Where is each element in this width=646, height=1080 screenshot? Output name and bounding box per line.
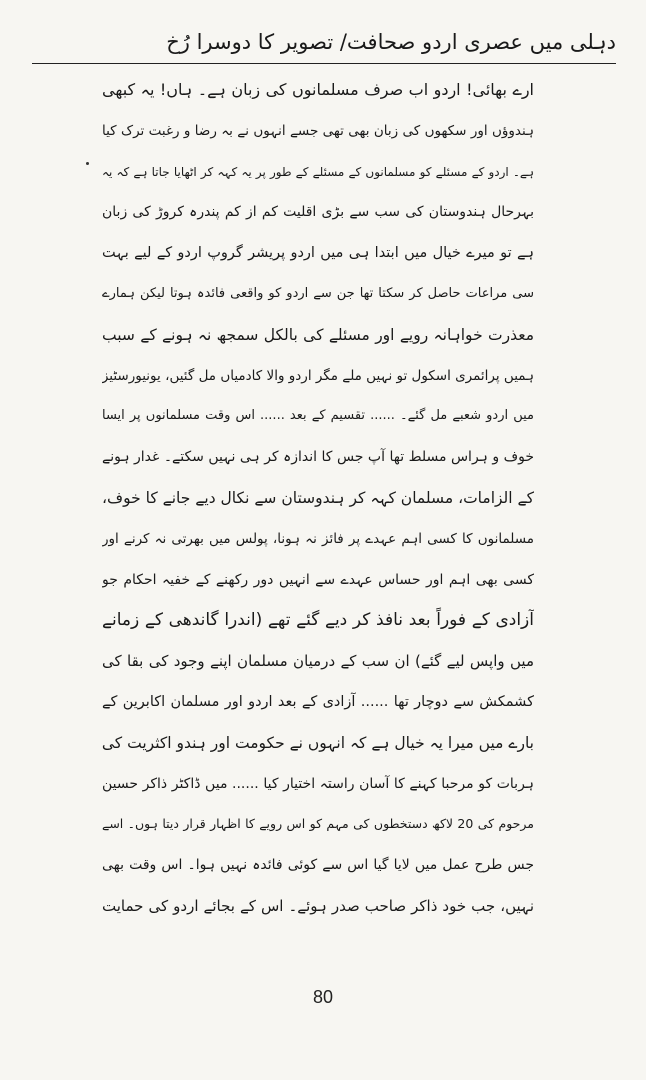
text-line: آزادی کے فوراً بعد نافذ کر دیے گئے تھے (اندرا گاندھی کے زمانے <box>102 610 534 631</box>
text-line: ہربات کو مرحبا کہنے کا آسان راستہ اختیار کیا ...... میں ڈاکٹر ذاکر حسین <box>102 775 534 792</box>
text-line: مسلمانوں کا کسی اہم عہدے پر فائز نہ ہونا، پولس میں بھرتی نہ کرنے اور <box>102 530 534 547</box>
text-line: سی مراعات حاصل کر سکتا تھا جن سے اردو کو واقعی فائدہ ہوتا لیکن ہمارے <box>102 285 534 301</box>
text-line: ہے تو میرے خیال میں ابتدا ہی میں اردو پریشر گروپ اردو کے لیے بہت <box>102 245 534 262</box>
text-line: نہیں، جب خود ذاکر صاحب صدر ہوئے۔ اس کے بجائے اردو کی حمایت <box>102 896 534 915</box>
stray-ink-dot <box>86 162 89 165</box>
text-line: میں اردو شعبے مل گئے۔ ...... تقسیم کے بعد ...... اس وقت مسلمانوں پر ایسا <box>102 408 534 424</box>
body-text <box>102 70 534 927</box>
text-line: ارے بھائی! اردو اب صرف مسلمانوں کی زبان ہے۔ ہاں! یہ کبھی <box>102 80 534 99</box>
text-line: کسی بھی اہم اور حساس عہدے سے انہیں دور رکھنے کے خفیہ احکام جو <box>102 571 534 588</box>
text-line: کے الزامات، مسلمان کہہ کر ہندوستان سے نکال دیے جانے کا خوف، <box>102 488 534 507</box>
text-line: بہرحال ہندوستان کی سب سے بڑی اقلیت کم از کم پندرہ کروڑ کی زبان <box>102 204 534 221</box>
page-number: 80 <box>312 987 334 1007</box>
text-line: ہمیں پرائمری اسکول تو نہیں ملے مگر اردو والا کادمیاں مل گئیں، یونیورسٹیز <box>102 367 534 384</box>
text-line: معذرت خواہانہ رویے اور مسئلے کی بالکل سمجھ نہ ہونے کے سبب <box>102 325 534 344</box>
text-line: مرحوم کی 20 لاکھ دستخطوں کی مہم کو اس رویے کا اظہار قرار دیتا ہوں۔ اسے <box>102 816 534 832</box>
text-line: بارے میں میرا یہ خیال ہے کہ انہوں نے حکومت اور ہندو اکثریت کی <box>102 733 534 752</box>
running-header: دہلی میں عصری اردو صحافت/ تصویر کا دوسرا رُخ <box>166 30 616 54</box>
header-rule <box>32 63 616 64</box>
text-line: ہے۔ اردو کے مسئلے کو مسلمانوں کے مسئلے کے طور پر یہ کہہ کر اٹھایا جاتا ہے کہ یہ <box>102 164 534 179</box>
text-line: میں واپس لیے گئے) ان سب کے درمیان مسلمان اپنے وجود کی بقا کی <box>102 652 534 671</box>
text-line: ہندوؤں اور سکھوں کی زبان بھی تھی جسے انہوں نے بہ رضا و رغبت ترک کیا <box>102 122 534 139</box>
text-line: خوف و ہراس مسلط تھا آپ جس کا اندازہ کر ہی نہیں سکتے۔ غدار ہونے <box>102 449 534 466</box>
text-line: جس طرح عمل میں لایا گیا اس سے کوئی فائدہ نہیں ہوا۔ اس وقت بھی <box>102 857 534 874</box>
text-line: کشمکش سے دوچار تھا ...... آزادی کے بعد اردو اور مسلمان اکابرین کے <box>102 693 534 710</box>
